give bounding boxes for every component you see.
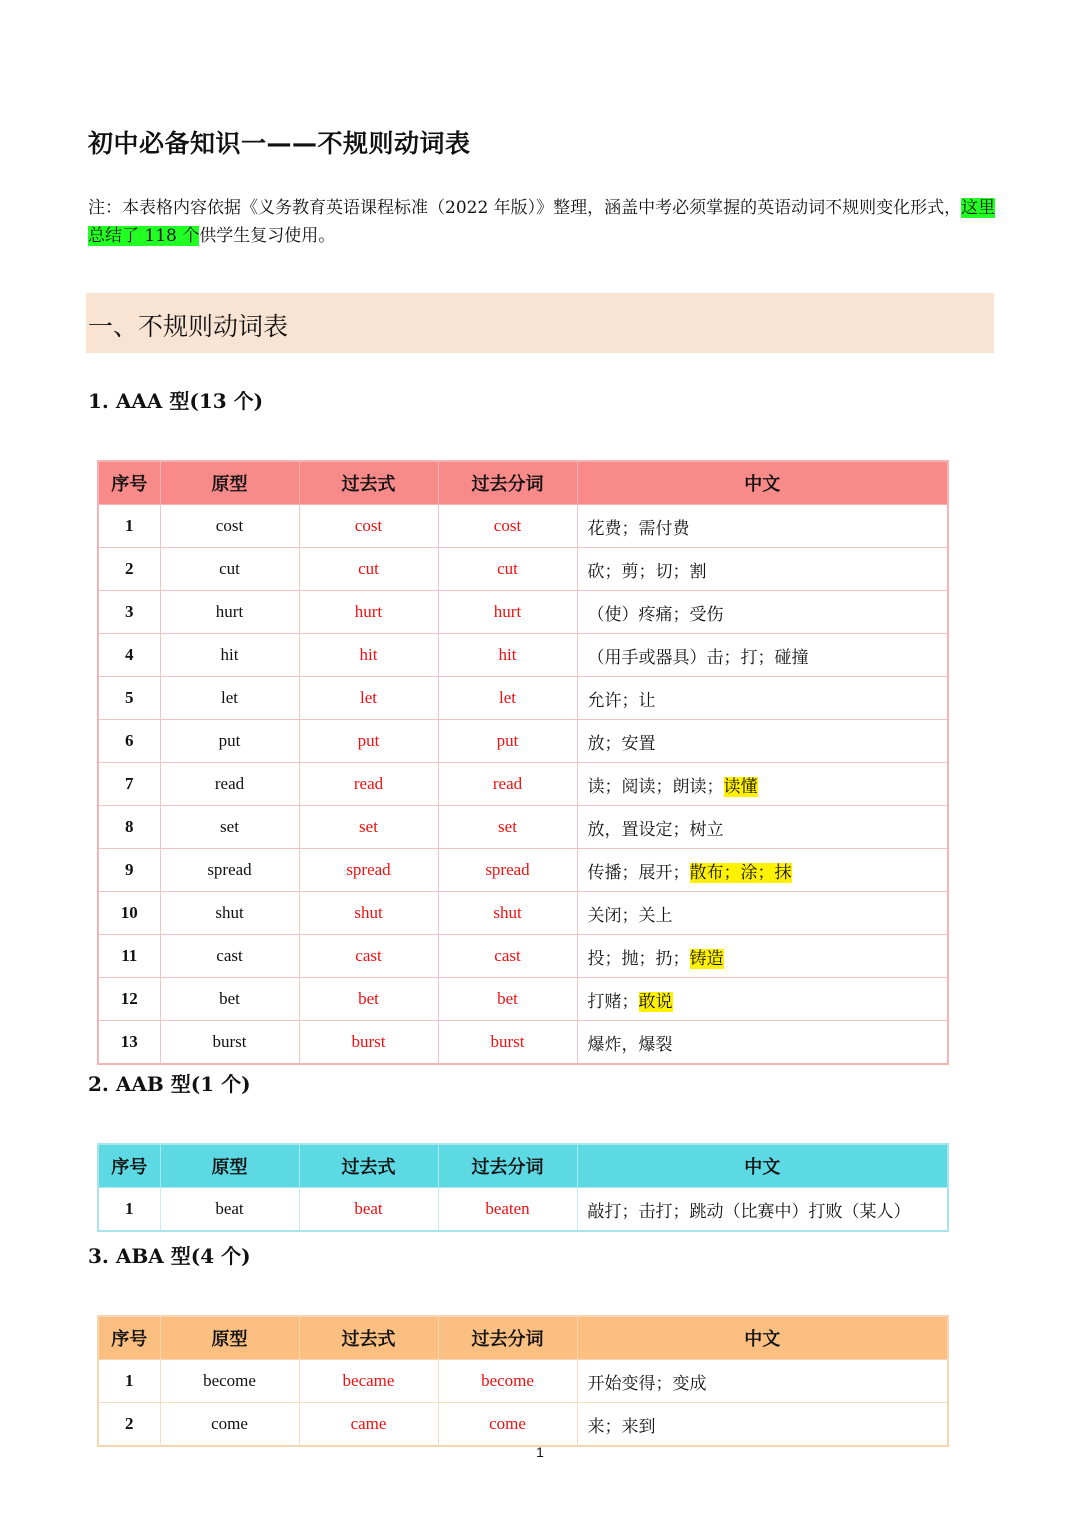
note-suffix: 供学生复习使用。 — [199, 226, 336, 246]
base-form-cell: set — [160, 806, 299, 849]
chinese-meaning-cell — [577, 1188, 948, 1232]
base-form-cell: bet — [160, 978, 299, 1021]
meaning-text: 打赌； — [587, 991, 639, 1012]
chinese-meaning-cell — [577, 505, 948, 548]
table-row — [98, 763, 948, 806]
chinese-meaning-cell — [577, 1360, 948, 1403]
past-participle-cell: shut — [438, 892, 577, 935]
row-index: 8 — [98, 806, 160, 849]
table-row — [98, 505, 948, 548]
row-index: 2 — [98, 548, 160, 591]
past-participle-cell: become — [438, 1360, 577, 1403]
meaning-text: 投；抛；扔； — [587, 948, 690, 969]
past-participle-cell: cost — [438, 505, 577, 548]
table-row — [98, 1360, 948, 1403]
chinese-meaning-cell — [577, 677, 948, 720]
chinese-meaning-cell — [577, 892, 948, 935]
verb-table-aab — [97, 1143, 949, 1232]
past-participle-cell: spread — [438, 849, 577, 892]
base-form-cell: beat — [160, 1188, 299, 1232]
verb-table-aaa — [97, 460, 949, 1065]
row-index: 11 — [98, 935, 160, 978]
row-index: 1 — [98, 505, 160, 548]
row-index: 7 — [98, 763, 160, 806]
meaning-text: 放；安置 — [587, 733, 656, 754]
row-index: 2 — [98, 1403, 160, 1447]
past-participle-cell: set — [438, 806, 577, 849]
base-form-cell: cut — [160, 548, 299, 591]
header-past-tense: 过去式 — [299, 461, 438, 505]
header-base-form: 原型 — [160, 461, 299, 505]
meaning-text: （使）疼痛；受伤 — [587, 604, 724, 625]
header-chinese: 中文 — [577, 1316, 948, 1360]
past-tense-cell: beat — [299, 1188, 438, 1232]
past-participle-cell: hurt — [438, 591, 577, 634]
meaning-text: 来；来到 — [587, 1416, 656, 1437]
note-text: 注：本表格内容依据《义务教育英语课程标准（2022 年版）》整理，涵盖中考必须掌握的英语动词不规则变化形式， — [88, 198, 962, 218]
base-form-cell: hit — [160, 634, 299, 677]
meaning-highlight: 读懂 — [723, 776, 758, 797]
past-tense-cell: became — [299, 1360, 438, 1403]
header-past-tense: 过去式 — [299, 1144, 438, 1188]
table-header-row — [98, 461, 948, 505]
row-index: 3 — [98, 591, 160, 634]
chinese-meaning-cell — [577, 1021, 948, 1065]
base-form-cell: shut — [160, 892, 299, 935]
note-highlight: 这里总结了 118 个 — [88, 198, 996, 246]
chinese-meaning-cell — [577, 634, 948, 677]
intro-note — [88, 194, 1000, 250]
base-form-cell: spread — [160, 849, 299, 892]
meaning-text: 开始变得；变成 — [587, 1373, 707, 1394]
row-index: 5 — [98, 677, 160, 720]
past-tense-cell: hurt — [299, 591, 438, 634]
past-tense-cell: spread — [299, 849, 438, 892]
table-header-row — [98, 1144, 948, 1188]
meaning-highlight: 敢说 — [638, 991, 673, 1012]
past-tense-cell: put — [299, 720, 438, 763]
past-tense-cell: cut — [299, 548, 438, 591]
section-title: 一、不规则动词表 — [88, 312, 289, 341]
row-index: 4 — [98, 634, 160, 677]
meaning-text: 传播；展开； — [587, 862, 690, 883]
past-tense-cell: cast — [299, 935, 438, 978]
meaning-text: 读；阅读；朗读； — [587, 776, 724, 797]
section-banner — [86, 293, 994, 353]
header-index: 序号 — [98, 461, 160, 505]
table-row — [98, 1188, 948, 1232]
past-participle-cell: read — [438, 763, 577, 806]
table-row — [98, 806, 948, 849]
row-index: 1 — [98, 1188, 160, 1232]
past-participle-cell: hit — [438, 634, 577, 677]
page-title: 初中必备知识一——不规则动词表 — [88, 129, 471, 158]
chinese-meaning-cell — [577, 548, 948, 591]
table-row — [98, 1021, 948, 1065]
meaning-text: 允许；让 — [587, 690, 656, 711]
header-past-participle: 过去分词 — [438, 1316, 577, 1360]
past-participle-cell: come — [438, 1403, 577, 1447]
chinese-meaning-cell — [577, 849, 948, 892]
past-participle-cell: cut — [438, 548, 577, 591]
header-past-tense: 过去式 — [299, 1316, 438, 1360]
table-row — [98, 720, 948, 763]
meaning-text: （用手或器具）击；打；碰撞 — [587, 647, 809, 668]
meaning-text: 爆炸，爆裂 — [587, 1034, 673, 1055]
past-tense-cell: shut — [299, 892, 438, 935]
meaning-text: 砍；剪；切；割 — [587, 561, 707, 582]
table-row — [98, 677, 948, 720]
header-index: 序号 — [98, 1316, 160, 1360]
header-past-participle: 过去分词 — [438, 461, 577, 505]
base-form-cell: burst — [160, 1021, 299, 1065]
table-row — [98, 548, 948, 591]
verb-table-aba — [97, 1315, 949, 1447]
table-row — [98, 978, 948, 1021]
header-index: 序号 — [98, 1144, 160, 1188]
page-number: 1 — [536, 1444, 544, 1460]
base-form-cell: read — [160, 763, 299, 806]
meaning-highlight: 散布；涂；抹 — [689, 862, 792, 883]
row-index: 13 — [98, 1021, 160, 1065]
past-participle-cell: put — [438, 720, 577, 763]
past-tense-cell: bet — [299, 978, 438, 1021]
past-participle-cell: cast — [438, 935, 577, 978]
chinese-meaning-cell — [577, 720, 948, 763]
base-form-cell: cost — [160, 505, 299, 548]
header-base-form: 原型 — [160, 1144, 299, 1188]
base-form-cell: let — [160, 677, 299, 720]
table-header-row — [98, 1316, 948, 1360]
past-tense-cell: read — [299, 763, 438, 806]
table-row — [98, 892, 948, 935]
base-form-cell: cast — [160, 935, 299, 978]
table-row — [98, 1403, 948, 1447]
meaning-highlight: 铸造 — [689, 948, 724, 969]
base-form-cell: come — [160, 1403, 299, 1447]
group-heading-aaa: 1. AAA 型(13 个) — [88, 389, 264, 413]
past-participle-cell: beaten — [438, 1188, 577, 1232]
past-tense-cell: let — [299, 677, 438, 720]
table-row — [98, 849, 948, 892]
meaning-text: 放，置设定；树立 — [587, 819, 724, 840]
chinese-meaning-cell — [577, 591, 948, 634]
past-tense-cell: came — [299, 1403, 438, 1447]
header-chinese: 中文 — [577, 461, 948, 505]
past-tense-cell: hit — [299, 634, 438, 677]
row-index: 12 — [98, 978, 160, 1021]
header-past-participle: 过去分词 — [438, 1144, 577, 1188]
chinese-meaning-cell — [577, 806, 948, 849]
group-heading-aab: 2. AAB 型(1 个) — [88, 1072, 251, 1096]
past-participle-cell: let — [438, 677, 577, 720]
meaning-text: 敲打；击打；跳动（比赛中）打败（某人） — [587, 1201, 911, 1222]
row-index: 1 — [98, 1360, 160, 1403]
meaning-text: 关闭；关上 — [587, 905, 673, 926]
base-form-cell: hurt — [160, 591, 299, 634]
header-base-form: 原型 — [160, 1316, 299, 1360]
row-index: 6 — [98, 720, 160, 763]
table-row — [98, 591, 948, 634]
base-form-cell: put — [160, 720, 299, 763]
chinese-meaning-cell — [577, 763, 948, 806]
past-tense-cell: cost — [299, 505, 438, 548]
header-chinese: 中文 — [577, 1144, 948, 1188]
chinese-meaning-cell — [577, 1403, 948, 1447]
past-tense-cell: burst — [299, 1021, 438, 1065]
table-row — [98, 935, 948, 978]
past-participle-cell: bet — [438, 978, 577, 1021]
base-form-cell: become — [160, 1360, 299, 1403]
row-index: 9 — [98, 849, 160, 892]
past-participle-cell: burst — [438, 1021, 577, 1065]
row-index: 10 — [98, 892, 160, 935]
chinese-meaning-cell — [577, 935, 948, 978]
past-tense-cell: set — [299, 806, 438, 849]
table-row — [98, 634, 948, 677]
meaning-text: 花费；需付费 — [587, 518, 690, 539]
group-heading-aba: 3. ABA 型(4 个) — [88, 1244, 251, 1268]
chinese-meaning-cell — [577, 978, 948, 1021]
